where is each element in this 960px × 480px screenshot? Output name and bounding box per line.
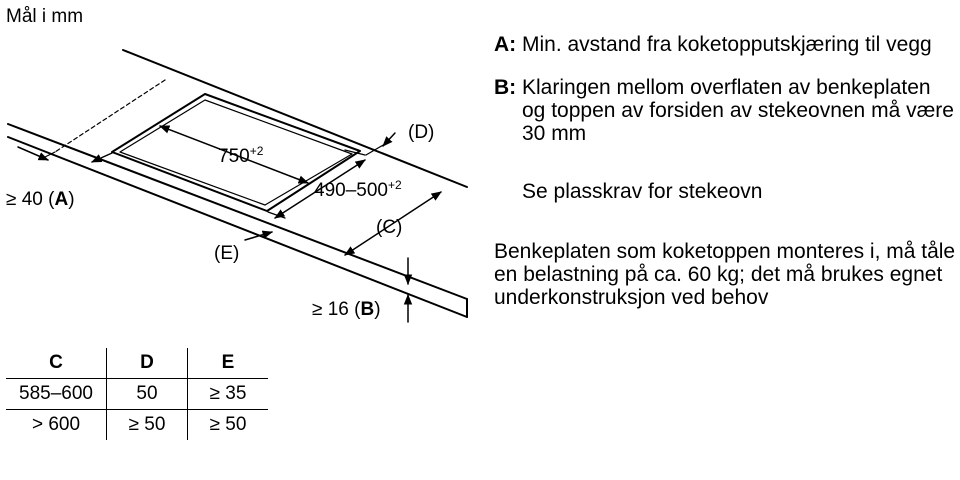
spec-B [494, 76, 956, 145]
spec-A-key: A: [494, 33, 517, 56]
table-header-D: D [107, 348, 188, 379]
table-cell: 50 [107, 379, 188, 410]
dim-490-500-label: $490-500^{+2}$ [314, 178, 402, 201]
dim-A-arrow-left [18, 147, 48, 160]
table-cell: 585–600 [6, 379, 107, 410]
table-cell: > 600 [31, 414, 81, 435]
note-load: Benkeplaten som koketoppen monteres i, må tåle en belastning på ca. 60 kg; det må brukes egnet underkonstruksjon ved behov [494, 240, 956, 309]
dim-750-label: $750^{+2}$ [218, 144, 264, 167]
dim-D-arrow [383, 133, 395, 146]
dim-B-label: ≥ 16 (B) [312, 299, 381, 320]
table-header-row [6, 348, 268, 379]
note-stove: Se plasskrav for stekeovn [522, 180, 763, 203]
table-row [6, 410, 268, 441]
specifications [494, 33, 956, 309]
dim-D-label: (D) [408, 122, 435, 143]
table-cell: ≥ 50 [188, 410, 269, 441]
table-header-C: C [6, 348, 107, 379]
spec-B-key: B: [494, 76, 517, 99]
table-header-E: E [188, 348, 269, 379]
spec-B-text: Klaringen mellom overflaten av benkeplaten og toppen av forsiden av stekeovnen må være 30 mm [522, 76, 954, 145]
dim-E-label: (E) [214, 243, 240, 264]
table-row [6, 379, 268, 410]
spec-A-text: Min. avstand fra koketopputskjæring til vegg [522, 33, 932, 56]
units-label: Mål i mm [6, 6, 84, 27]
dashed-reference-line [55, 80, 165, 152]
dim-A-label: ≥ 40 (A) [6, 189, 75, 210]
table-cell: ≥ 35 [188, 379, 269, 410]
table-cell: ≥ 50 [107, 410, 188, 441]
dim-C-label: (C) [376, 217, 403, 238]
dimension-table [6, 348, 268, 440]
spec-A [494, 33, 956, 56]
